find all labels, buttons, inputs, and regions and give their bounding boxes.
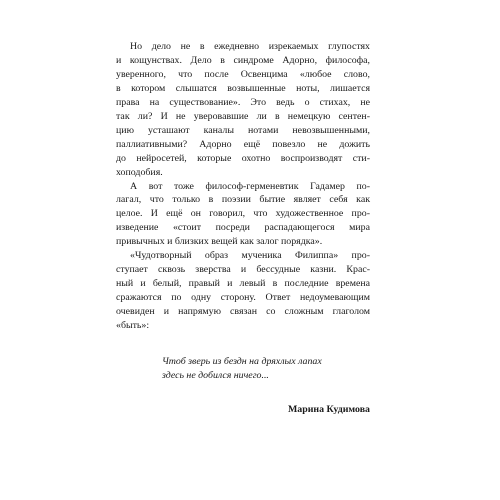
verse-line: Чтоб зверь из бездн на дряхлых лапах xyxy=(162,356,322,368)
verse-line: здесь не добился ничего... xyxy=(162,369,269,381)
text-line: целое. И ещё он говорил, что художественное про- xyxy=(116,208,370,220)
text-line: А вот тоже философ-герменевтик Гадамер по- xyxy=(130,180,370,192)
text-line: права на существование». Это ведь о стихах, не xyxy=(116,96,370,108)
text-line: до нейросетей, которые охотно воспроизводят сти- xyxy=(116,152,370,164)
text-line: хоподобия. xyxy=(116,166,163,178)
author-signature: Марина Кудимова xyxy=(287,403,370,415)
text-line: очевиден и напрямую связан со сложным глаголом xyxy=(116,306,370,318)
page-body xyxy=(116,40,370,417)
text-line: так ли? И не уверовавшие ли в немецкую сентен- xyxy=(116,110,370,122)
paragraph-2 xyxy=(116,180,370,250)
text-line: «быть»: xyxy=(116,320,150,332)
text-line: уверенного, что после Освенцима «любое слово, xyxy=(116,68,370,80)
text-line: привычных и близких вещей как залог порядка». xyxy=(116,236,323,248)
text-line: цию усташают каналы нотами невозвышенными, xyxy=(116,124,370,136)
text-line: в котором слышатся возвышенные ноты, лишается xyxy=(116,82,370,94)
text-line: сражаются по одну сторону. Ответ недоумевающим xyxy=(116,292,370,304)
verse-quote xyxy=(116,355,370,383)
text-line: и кощунствах. Дело в синдроме Адорно, философа, xyxy=(116,54,370,66)
text-line: лагал, что только в поэзии бытие являет себя как xyxy=(116,194,370,206)
paragraph-1 xyxy=(116,40,370,180)
text-line: Но дело не в ежедневно изрекаемых глупостях xyxy=(130,41,370,52)
text-line: ный и белый, правый и левый в последние времена xyxy=(116,278,370,290)
text-line: паллиативными? Адорно ещё повезло не дожить xyxy=(116,138,370,150)
text-line: ступает сквозь зверства и бессудные казни. Крас- xyxy=(116,264,370,276)
text-line: «Чудотворный образ мученика Филиппа» про- xyxy=(130,250,370,262)
paragraph-3 xyxy=(116,249,370,333)
text-line: изведение «стоит посреди распадающегося мира xyxy=(116,222,370,234)
